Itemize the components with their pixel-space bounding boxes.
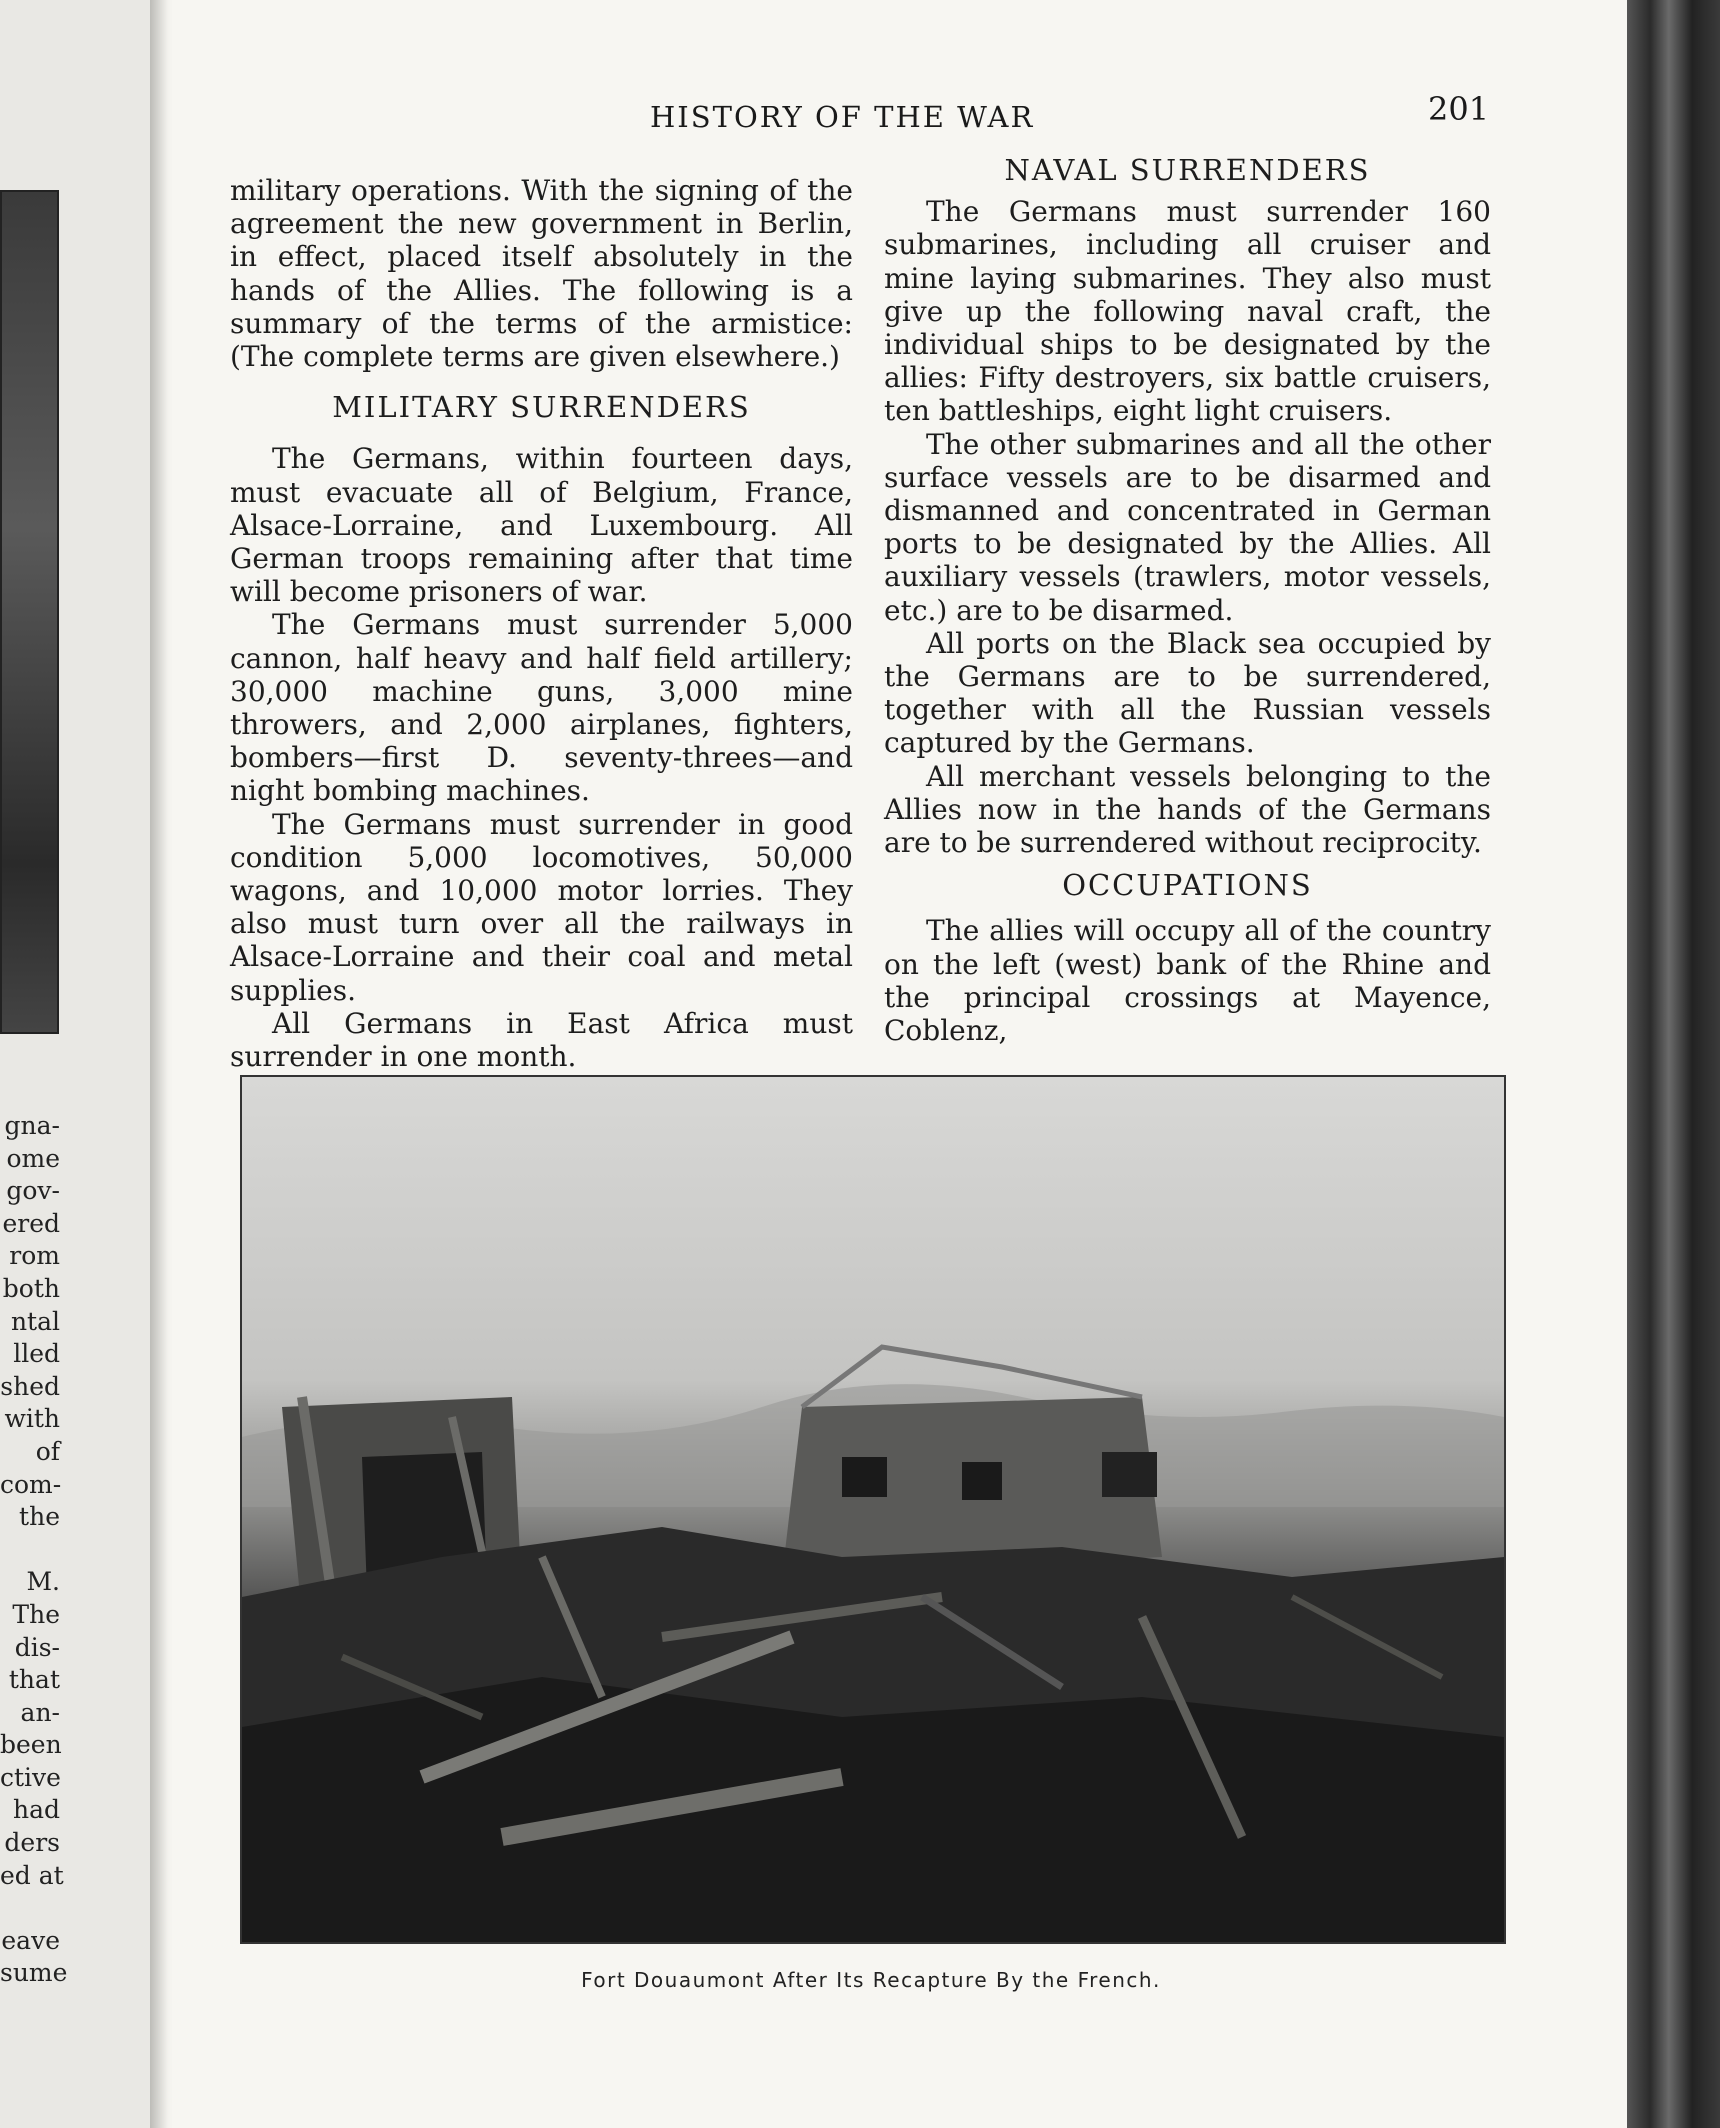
fragment-line: gna-: [4, 1111, 60, 1140]
fragment-line: with: [4, 1404, 60, 1434]
fragment-line: of: [35, 1436, 60, 1466]
fragment-line: both: [2, 1273, 60, 1303]
facing-page-text: [0, 1110, 68, 1990]
facing-page: [0, 0, 160, 2128]
naval-surrenders-heading: NAVAL SURRENDERS: [1004, 153, 1371, 187]
paragraph: The allies will occupy all of the country on the left (west) bank of the Rhine and the principal crossings at Mayence, Coblenz,: [884, 914, 1491, 1048]
fragment-line: lled: [13, 1339, 60, 1369]
fragment-line: that: [8, 1665, 60, 1695]
paragraph: All Germans in East Africa must surrender in one month.: [230, 1006, 853, 1074]
paragraph: All ports on the Black sea occupied by the Germans are to be surrendered, together with all the Russian vessels captured by the Germans.: [884, 626, 1491, 760]
fragment-line: rom: [9, 1241, 60, 1271]
fragment-line: been: [0, 1730, 62, 1760]
right-column: [884, 154, 1491, 1047]
fragment-line: the: [19, 1502, 60, 1532]
fragment-line: dis-: [14, 1632, 60, 1662]
fragment-line: eave: [1, 1925, 60, 1955]
left-column: [230, 174, 853, 1073]
fragment-line: The: [12, 1599, 60, 1629]
occupations-heading: OCCUPATIONS: [1062, 868, 1313, 903]
fragment-line: ntal: [10, 1306, 60, 1336]
fragment-line: ctive: [0, 1762, 61, 1792]
fragment-line: [0, 1534, 60, 1567]
military-surrenders-heading: MILITARY SURRENDERS: [332, 390, 751, 425]
fragment-line: gov-: [6, 1176, 60, 1206]
fragment-line: [0, 1892, 60, 1925]
paragraph: The Germans must surrender in good condition 5,000 locomotives, 50,000 wagons, and 10,000 motor lorries. They also must turn over all the railways in Alsace-Lorraine and their coal and metal supplies.: [230, 807, 853, 1007]
paragraph: All merchant vessels belonging to the Allies now in the hands of the Germans are to be surrendered without reciprocity.: [884, 759, 1491, 860]
fragment-line: com-: [0, 1469, 62, 1499]
paragraph: The other submarines and all the other surface vessels are to be disarmed and dismanned and concentrated in German ports to be designated by the Allies. All auxiliary vessels (trawlers, motor vessels, etc.) are to be disarmed.: [884, 427, 1491, 627]
fragment-line: M.: [26, 1567, 60, 1597]
fragment-line: ome: [6, 1143, 60, 1173]
fragment-line: ed at: [0, 1860, 64, 1890]
fragment-line: sume: [0, 1958, 68, 1988]
fragment-line: an-: [20, 1697, 60, 1727]
running-head: HISTORY OF THE WAR: [650, 100, 1035, 134]
paragraph: The Germans must surrender 160 submarines, including all cruiser and mine laying submarines. They also must give up the following naval craft, the individual ships to be designated by the allies: Fifty destroyers, six battle cruisers, ten battleships, eight light cruisers.: [884, 195, 1491, 428]
fragment-line: ered: [2, 1208, 60, 1238]
paragraph: The Germans, within fourteen days, must evacuate all of Belgium, France, Alsace-Lorraine, and Luxembourg. All German troops remaining after that time will become prisoners of war.: [230, 442, 853, 609]
page-number: 201: [1428, 90, 1490, 128]
photo-caption: Fort Douaumont After Its Recapture By the French.: [581, 1968, 1161, 1992]
ruins-photograph: [240, 1075, 1506, 1944]
page-edges: [1627, 0, 1720, 2128]
fragment-line: ders: [4, 1828, 60, 1858]
intro-paragraph: military operations. With the signing of the agreement the new government in Berlin, in effect, placed itself absolutely in the hands of the Allies. The following is a summary of the terms of the armistice: (The complete terms are given elsewhere.): [230, 174, 853, 374]
fragment-line: shed: [0, 1371, 60, 1401]
facing-page-photo: [0, 190, 59, 1034]
fragment-line: had: [12, 1795, 60, 1825]
paragraph: The Germans must surrender 5,000 cannon, half heavy and half field artillery; 30,000 machine guns, 3,000 mine throwers, and 2,000 airplanes, fighters, bombers—first D. seventy-threes—and night bombing machines.: [230, 608, 853, 808]
